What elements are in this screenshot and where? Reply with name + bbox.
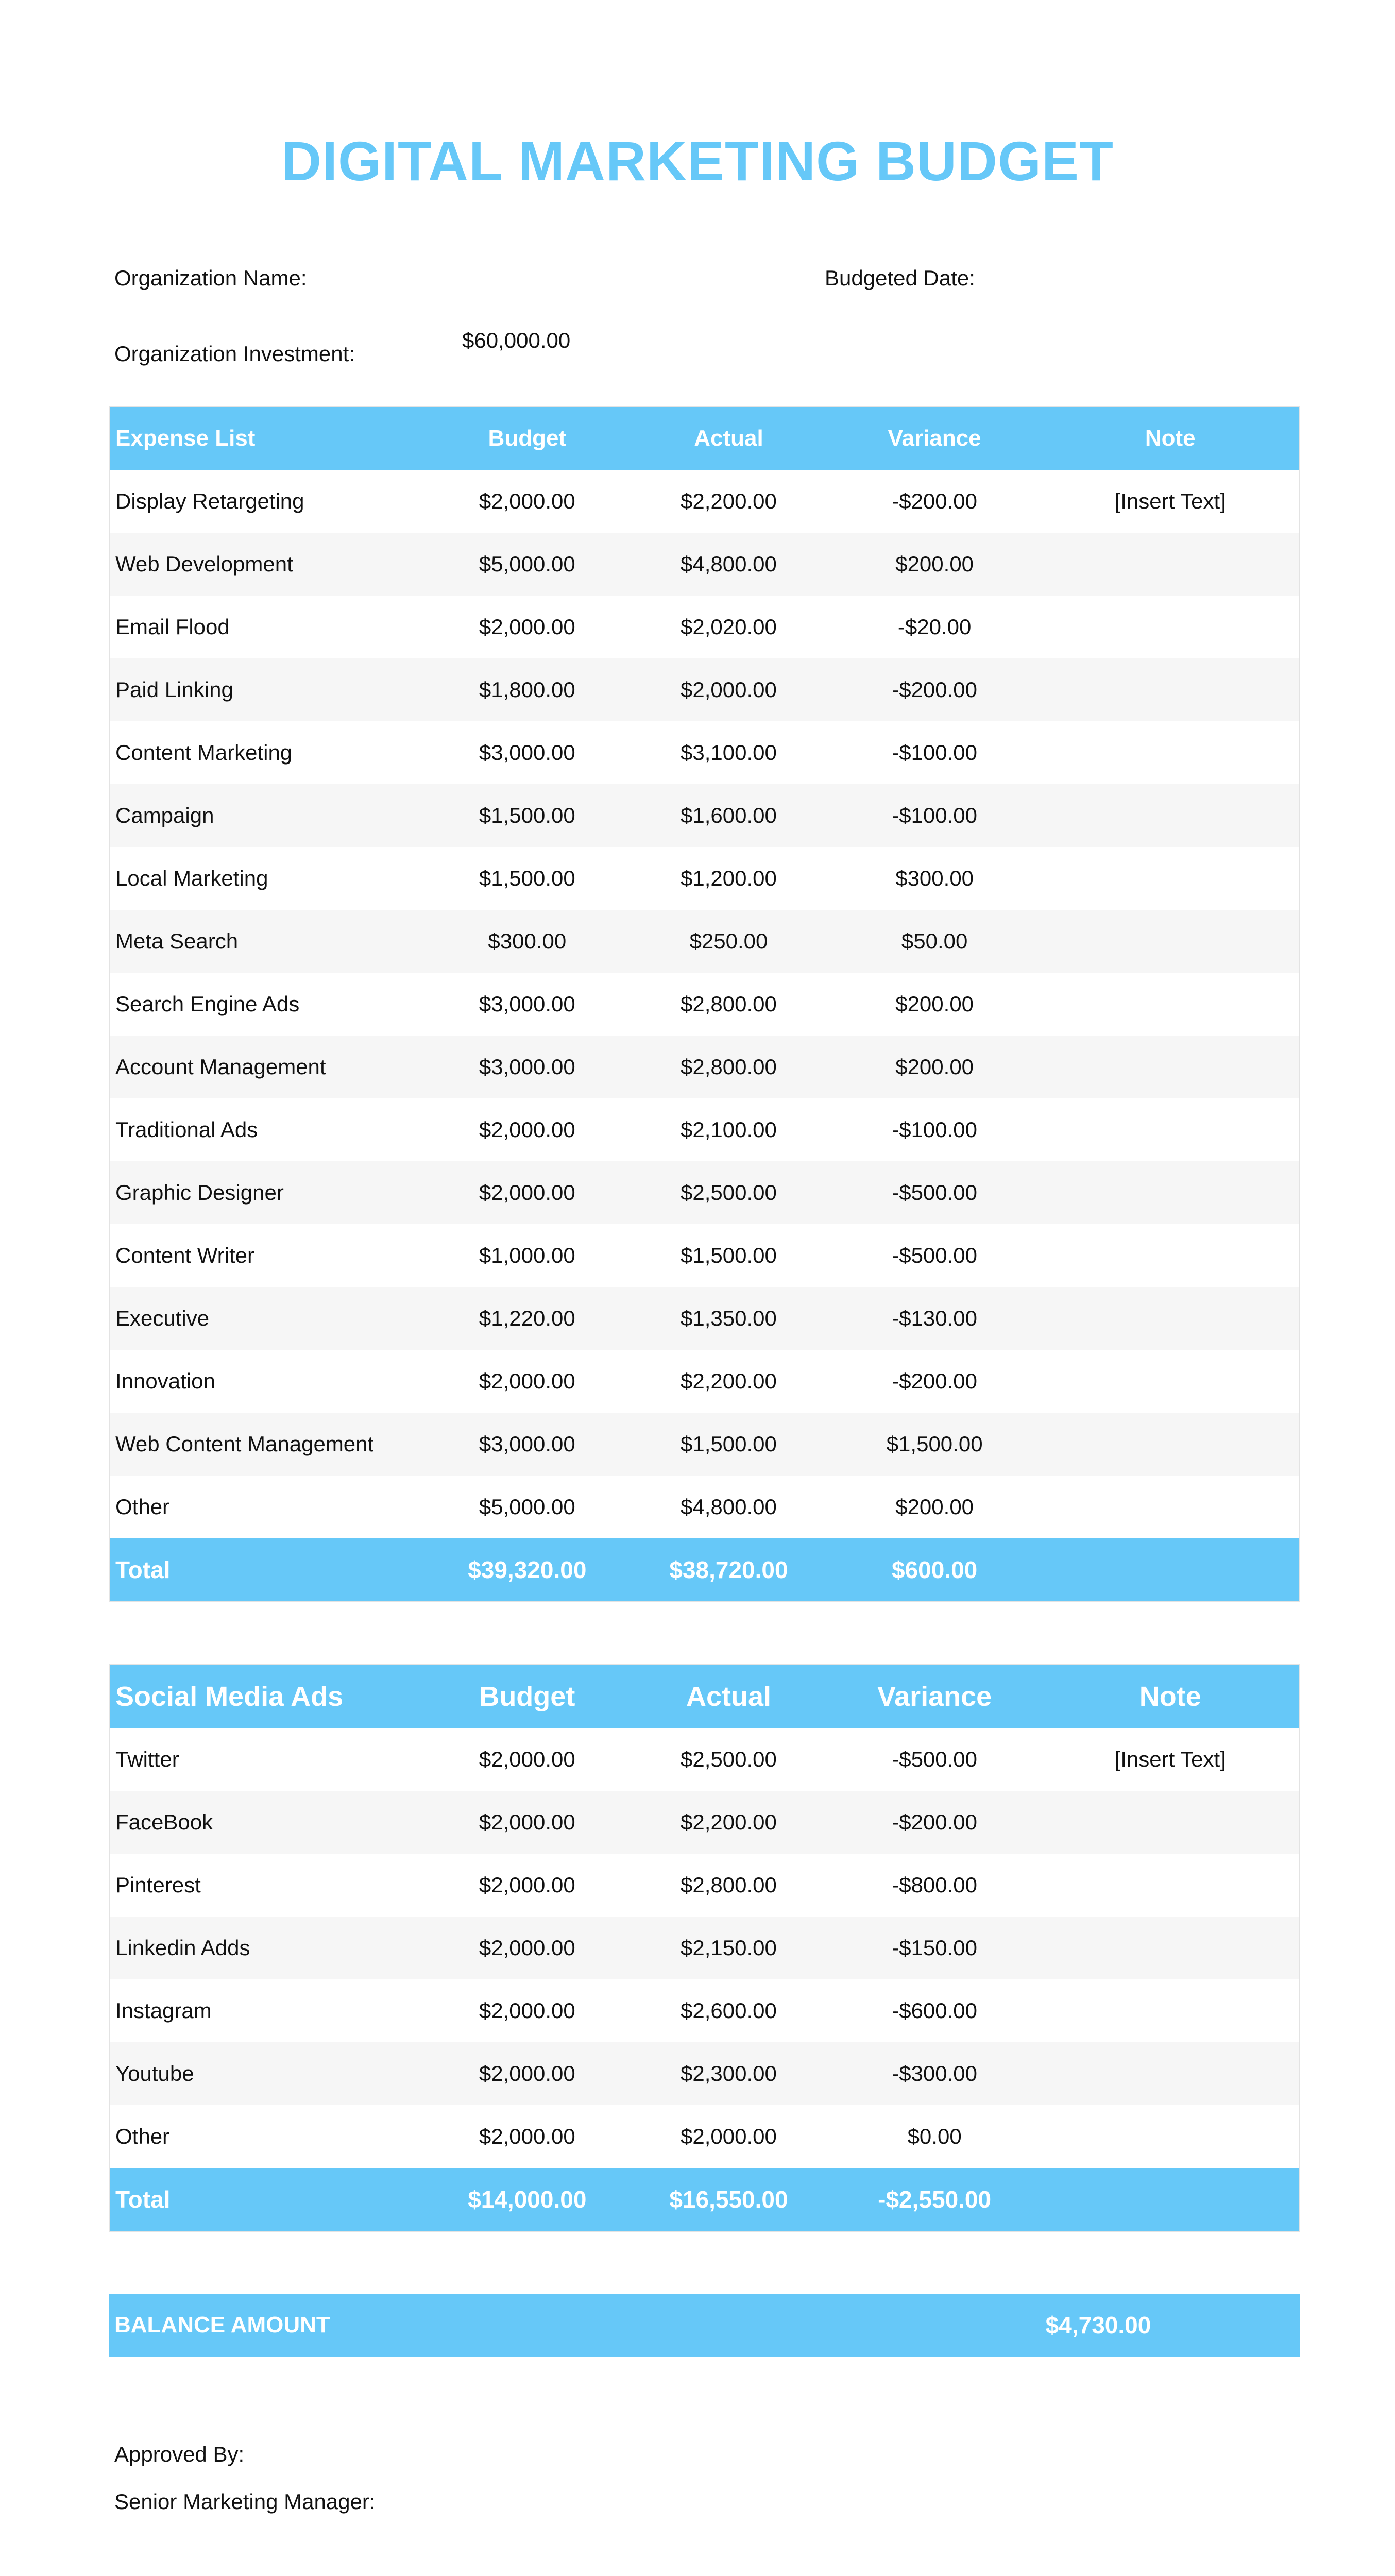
row-variance: -$100.00 (892, 1117, 978, 1142)
row-budget: $2,000.00 (479, 1936, 575, 1960)
table-row (110, 1161, 1299, 1224)
header-variance: Variance (877, 1681, 992, 1712)
row-budget: $2,000.00 (479, 1180, 575, 1205)
table-row (110, 470, 1299, 533)
header-expense-list: Expense List (115, 426, 256, 451)
row-name: Meta Search (115, 929, 239, 953)
row-variance: $50.00 (901, 929, 968, 953)
row-name: Content Marketing (115, 740, 293, 765)
row-actual: $4,800.00 (681, 552, 777, 576)
row-budget: $3,000.00 (479, 1432, 575, 1456)
row-actual: $2,200.00 (681, 489, 777, 513)
table-row (110, 1728, 1299, 1791)
row-actual: $2,800.00 (681, 992, 777, 1016)
header-social-media-ads: Social Media Ads (115, 1681, 344, 1712)
row-name: Display Retargeting (115, 489, 304, 513)
social-total-row (110, 2168, 1299, 2231)
row-note: [Insert Text] (1114, 489, 1226, 513)
row-variance: -$500.00 (892, 1180, 978, 1205)
row-variance: -$100.00 (892, 803, 978, 827)
row-budget: $2,000.00 (479, 1810, 575, 1834)
approved-by-label: Approved By: (114, 2442, 245, 2466)
row-variance: -$200.00 (892, 1810, 978, 1834)
row-variance: $1,500.00 (886, 1432, 983, 1456)
row-budget: $300.00 (488, 929, 567, 953)
total-actual: $16,550.00 (669, 2186, 788, 2213)
row-variance: -$100.00 (892, 740, 978, 765)
row-name: FaceBook (115, 1810, 213, 1834)
row-variance: $200.00 (895, 1055, 974, 1079)
row-actual: $2,800.00 (681, 1873, 777, 1897)
row-budget: $2,000.00 (479, 615, 575, 639)
row-variance: -$600.00 (892, 1998, 978, 2023)
row-name: Traditional Ads (115, 1117, 258, 1142)
row-budget: $1,800.00 (479, 677, 575, 702)
table-row (110, 1224, 1299, 1287)
header-note: Note (1139, 1681, 1201, 1712)
expense-rows (110, 470, 1299, 1538)
row-budget: $2,000.00 (479, 1369, 575, 1393)
row-name: Pinterest (115, 1873, 201, 1897)
row-name: Twitter (115, 1747, 179, 1771)
row-budget: $2,000.00 (479, 1998, 575, 2023)
row-name: Innovation (115, 1369, 215, 1393)
table-row (110, 1350, 1299, 1413)
social-rows (110, 1728, 1299, 2168)
row-name: Account Management (115, 1055, 326, 1079)
row-actual: $1,500.00 (681, 1243, 777, 1267)
row-budget: $2,000.00 (479, 1873, 575, 1897)
row-variance: $200.00 (895, 992, 974, 1016)
row-actual: $2,200.00 (681, 1369, 777, 1393)
row-actual: $2,100.00 (681, 1117, 777, 1142)
row-name: Instagram (115, 1998, 212, 2023)
row-name: Youtube (115, 2061, 194, 2086)
header-note: Note (1145, 426, 1196, 451)
row-variance: $0.00 (907, 2124, 962, 2148)
row-note: [Insert Text] (1114, 1747, 1226, 1771)
row-name: Local Marketing (115, 866, 268, 890)
total-variance: -$2,550.00 (878, 2186, 992, 2213)
header-actual: Actual (694, 426, 763, 451)
header-budget: Budget (488, 426, 567, 451)
table-row (110, 1476, 1299, 1538)
balance-amount-label: BALANCE AMOUNT (114, 2312, 330, 2337)
header-budget: Budget (479, 1681, 575, 1712)
table-row (110, 1036, 1299, 1098)
row-budget: $1,000.00 (479, 1243, 575, 1267)
table-row (110, 910, 1299, 973)
row-budget: $2,000.00 (479, 2124, 575, 2148)
table-row (110, 1287, 1299, 1350)
row-budget: $1,500.00 (479, 803, 575, 827)
row-actual: $2,000.00 (681, 677, 777, 702)
row-variance: $300.00 (895, 866, 974, 890)
row-name: Search Engine Ads (115, 992, 300, 1016)
total-label: Total (115, 2186, 171, 2213)
row-variance: -$200.00 (892, 1369, 978, 1393)
row-actual: $2,200.00 (681, 1810, 777, 1834)
row-name: Other (115, 1495, 170, 1519)
row-actual: $2,500.00 (681, 1747, 777, 1771)
expense-total-row (110, 1538, 1299, 1601)
row-actual: $2,500.00 (681, 1180, 777, 1205)
row-budget: $2,000.00 (479, 2061, 575, 2086)
row-actual: $2,020.00 (681, 615, 777, 639)
social-media-table (109, 1664, 1300, 2232)
table-row (110, 596, 1299, 658)
table-row (110, 1917, 1299, 1979)
organization-investment-label: Organization Investment: (114, 342, 355, 366)
row-actual: $2,150.00 (681, 1936, 777, 1960)
row-variance: -$500.00 (892, 1243, 978, 1267)
row-name: Campaign (115, 803, 214, 827)
row-actual: $1,600.00 (681, 803, 777, 827)
row-budget: $2,000.00 (479, 1747, 575, 1771)
table-row (110, 1791, 1299, 1854)
row-variance: -$800.00 (892, 1873, 978, 1897)
row-budget: $5,000.00 (479, 552, 575, 576)
table-row (110, 2042, 1299, 2105)
table-row (110, 1979, 1299, 2042)
table-row (110, 1413, 1299, 1476)
header-actual: Actual (686, 1681, 771, 1712)
table-row (110, 973, 1299, 1036)
table-row (110, 1854, 1299, 1917)
table-row (110, 784, 1299, 847)
row-name: Paid Linking (115, 677, 233, 702)
total-budget: $39,320.00 (468, 1556, 587, 1583)
row-variance: -$130.00 (892, 1306, 978, 1330)
row-name: Graphic Designer (115, 1180, 284, 1205)
row-actual: $3,100.00 (681, 740, 777, 765)
row-variance: -$200.00 (892, 677, 978, 702)
row-name: Email Flood (115, 615, 230, 639)
social-table-header (110, 1665, 1299, 1728)
row-actual: $2,300.00 (681, 2061, 777, 2086)
senior-marketing-manager-label: Senior Marketing Manager: (114, 2489, 376, 2514)
expense-table-header (110, 407, 1299, 470)
table-row (110, 721, 1299, 784)
page-title: DIGITAL MARKETING BUDGET (281, 130, 1114, 192)
row-budget: $2,000.00 (479, 1117, 575, 1142)
row-name: Web Development (115, 552, 293, 576)
row-budget: $1,220.00 (479, 1306, 575, 1330)
organization-investment-value: $60,000.00 (462, 328, 571, 352)
table-row (110, 533, 1299, 596)
row-variance: $200.00 (895, 552, 974, 576)
row-variance: -$300.00 (892, 2061, 978, 2086)
organization-name-label: Organization Name: (114, 266, 307, 290)
row-variance: -$150.00 (892, 1936, 978, 1960)
row-actual: $1,500.00 (681, 1432, 777, 1456)
row-budget: $3,000.00 (479, 740, 575, 765)
row-actual: $1,350.00 (681, 1306, 777, 1330)
budgeted-date-label: Budgeted Date: (825, 266, 975, 290)
row-budget: $5,000.00 (479, 1495, 575, 1519)
row-actual: $1,200.00 (681, 866, 777, 890)
total-label: Total (115, 1556, 171, 1583)
expense-table (109, 406, 1300, 1602)
row-name: Other (115, 2124, 170, 2148)
balance-amount-value: $4,730.00 (1045, 2312, 1151, 2338)
table-row (110, 1098, 1299, 1161)
row-variance: -$500.00 (892, 1747, 978, 1771)
row-actual: $2,800.00 (681, 1055, 777, 1079)
row-actual: $2,600.00 (681, 1998, 777, 2023)
row-budget: $1,500.00 (479, 866, 575, 890)
total-actual: $38,720.00 (669, 1556, 788, 1583)
row-name: Linkedin Adds (115, 1936, 250, 1960)
balance-amount-bar (109, 2294, 1300, 2357)
row-budget: $3,000.00 (479, 1055, 575, 1079)
row-budget: $3,000.00 (479, 992, 575, 1016)
row-name: Executive (115, 1306, 210, 1330)
table-row (110, 847, 1299, 910)
row-actual: $4,800.00 (681, 1495, 777, 1519)
table-row (110, 658, 1299, 721)
table-row (110, 2105, 1299, 2168)
row-name: Content Writer (115, 1243, 254, 1267)
row-variance: $200.00 (895, 1495, 974, 1519)
total-variance: $600.00 (891, 1556, 978, 1583)
row-actual: $2,000.00 (681, 2124, 777, 2148)
row-name: Web Content Management (115, 1432, 374, 1456)
row-variance: -$200.00 (892, 489, 978, 513)
row-variance: -$20.00 (897, 615, 972, 639)
total-budget: $14,000.00 (468, 2186, 587, 2213)
header-variance: Variance (888, 426, 981, 451)
row-budget: $2,000.00 (479, 489, 575, 513)
row-actual: $250.00 (689, 929, 768, 953)
